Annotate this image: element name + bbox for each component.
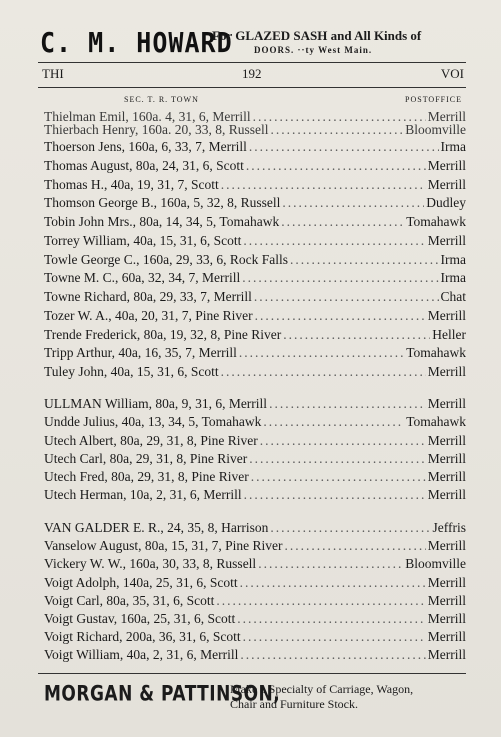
entry-postoffice: Merrill [427, 469, 466, 484]
list-item [44, 250, 466, 269]
entry-text: Undde Julius, 40a, 13, 34, 5, Tomahawk [44, 414, 262, 429]
entry-text: Voigt Richard, 200a, 36, 31, 6, Scott [44, 629, 241, 644]
entry-text: Towle George C., 160a, 29, 33, 6, Rock Falls [44, 252, 289, 267]
entry-text: Towne Richard, 80a, 29, 33, 7, Merrill [44, 289, 252, 304]
entry-postoffice: Jeffris [432, 520, 466, 535]
entry-postoffice: Merrill [427, 538, 466, 553]
entry-text: Utech Albert, 80a, 29, 31, 8, Pine River [44, 433, 258, 448]
entry-text: Thomas H., 40a, 19, 31, 7, Scott [44, 177, 219, 192]
entry-postoffice: Merrill [427, 433, 466, 448]
entry-postoffice: Merrill [427, 396, 466, 411]
entry-postoffice: Chat [440, 289, 466, 304]
list-item [44, 467, 466, 486]
list-item [44, 343, 466, 362]
header-rule-bottom [38, 87, 466, 88]
list-item [44, 431, 466, 450]
entry-text: Tozer W. A., 40a, 20, 31, 7, Pine River [44, 308, 253, 323]
entry-postoffice: Irma [440, 252, 466, 267]
list-item [44, 193, 466, 212]
running-head [42, 66, 464, 82]
list-item [44, 536, 466, 555]
advertisement-line-2: Chair and Furniture Stock. [230, 697, 358, 711]
entry-postoffice: Merrill [427, 364, 466, 379]
advertisement-line-1: For GLAZED SASH and All Kinds of [212, 28, 422, 43]
list-item [44, 306, 466, 325]
entry-text: Voigt Gustav, 160a, 25, 31, 6, Scott [44, 611, 236, 626]
list-item [44, 212, 466, 231]
entry-postoffice: Merrill [427, 109, 466, 124]
entry-postoffice: Heller [432, 327, 466, 342]
entry-postoffice: Merrill [427, 629, 466, 644]
entry-text: Torrey William, 40a, 15, 31, 6, Scott [44, 233, 242, 248]
entry-postoffice: Merrill [427, 451, 466, 466]
running-head-left: THI [42, 66, 64, 81]
column-heading-location: SEC. T. R. TOWN [124, 95, 199, 104]
list-item [44, 156, 466, 175]
entry-postoffice: Merrill [427, 487, 466, 502]
list-item [44, 591, 466, 610]
list-item [44, 449, 466, 468]
advertisement-line-1: Make a Specialty of Carriage, Wagon, [230, 682, 414, 696]
entry-postoffice: Irma [440, 139, 466, 154]
list-item [44, 325, 466, 344]
page-number: 192 [242, 66, 262, 81]
entry-postoffice: Merrill [427, 308, 466, 323]
entry-text: Thierbach Henry, 160a. 20, 33, 8, Russell [44, 122, 269, 137]
entry-text: Thomson George B., 160a, 5, 32, 8, Russell [44, 195, 281, 210]
entry-postoffice: Merrill [427, 647, 466, 662]
entry-text: Thoerson Jens, 160a, 6, 33, 7, Merrill [44, 139, 247, 154]
column-heading-postoffice: POSTOFFICE [405, 95, 462, 104]
list-item [44, 645, 466, 664]
list-item [44, 268, 466, 287]
list-item [44, 175, 466, 194]
entry-postoffice: Merrill [427, 575, 466, 590]
entry-text: Towne M. C., 60a, 32, 34, 7, Merrill [44, 270, 241, 285]
entry-postoffice: Merrill [427, 233, 466, 248]
advertiser-name: C. M. HOWARD [40, 26, 233, 59]
header-rule-top [38, 62, 466, 63]
entry-postoffice: Merrill [427, 611, 466, 626]
entry-text: Trende Frederick, 80a, 19, 32, 8, Pine River [44, 327, 282, 342]
entry-text: Voigt Carl, 80a, 35, 31, 6, Scott [44, 593, 215, 608]
running-head-right: VOI [440, 66, 464, 81]
list-item [44, 394, 466, 413]
bottom-advertisement [40, 680, 470, 720]
entry-text: VAN GALDER E. R., 24, 35, 8, Harrison [44, 520, 269, 535]
entry-postoffice: Dudley [426, 195, 466, 210]
list-item [44, 485, 466, 504]
list-item [44, 518, 466, 537]
entry-text: Tripp Arthur, 40a, 16, 35, 7, Merrill [44, 345, 237, 360]
entry-postoffice: Merrill [427, 177, 466, 192]
entry-postoffice: Merrill [427, 593, 466, 608]
entry-text: Tuley John, 40a, 15, 31, 6, Scott [44, 364, 219, 379]
list-item [44, 573, 466, 592]
entry-postoffice: Bloomville [405, 556, 466, 571]
entry-text: Utech Carl, 80a, 29, 31, 8, Pine River [44, 451, 248, 466]
list-item [44, 362, 466, 381]
list-item [44, 627, 466, 646]
entry-text: Tobin John Mrs., 80a, 14, 34, 5, Tomahawk [44, 214, 280, 229]
entry-text: Utech Fred, 80a, 29, 31, 8, Pine River [44, 469, 249, 484]
entry-postoffice: Tomahawk [406, 214, 466, 229]
list-item [44, 287, 466, 306]
advertiser-firm: MORGAN & PATTINSON, [44, 681, 281, 707]
footer-rule [38, 673, 466, 674]
list-item [44, 412, 466, 431]
entry-text: Thomas August, 80a, 24, 31, 6, Scott [44, 158, 244, 173]
list-item [44, 137, 466, 156]
entry-postoffice: Merrill [427, 158, 466, 173]
entry-text: Voigt Adolph, 140a, 25, 31, 6, Scott [44, 575, 238, 590]
entry-text: Thielman Emil, 160a. 4, 31, 6, Merrill [44, 109, 251, 124]
entry-text: ULLMAN William, 80a, 9, 31, 6, Merrill [44, 396, 268, 411]
entry-postoffice: Tomahawk [406, 345, 466, 360]
list-item [44, 231, 466, 250]
entry-text: Utech Herman, 10a, 2, 31, 6, Merrill [44, 487, 242, 502]
entry-text: Vanselow August, 80a, 15, 31, 7, Pine River [44, 538, 283, 553]
entry-postoffice: Tomahawk [406, 414, 466, 429]
entry-text: Vickery W. W., 160a, 30, 33, 8, Russell [44, 556, 257, 571]
advertisement-line-2: DOORS. ··ty West Main. [254, 45, 373, 55]
list-item [44, 554, 466, 573]
entry-text: Voigt William, 40a, 2, 31, 6, Merrill [44, 647, 239, 662]
list-item [44, 609, 466, 628]
top-advertisement [40, 24, 470, 64]
entry-postoffice: Irma [440, 270, 466, 285]
entry-postoffice: Bloomville [405, 122, 466, 137]
